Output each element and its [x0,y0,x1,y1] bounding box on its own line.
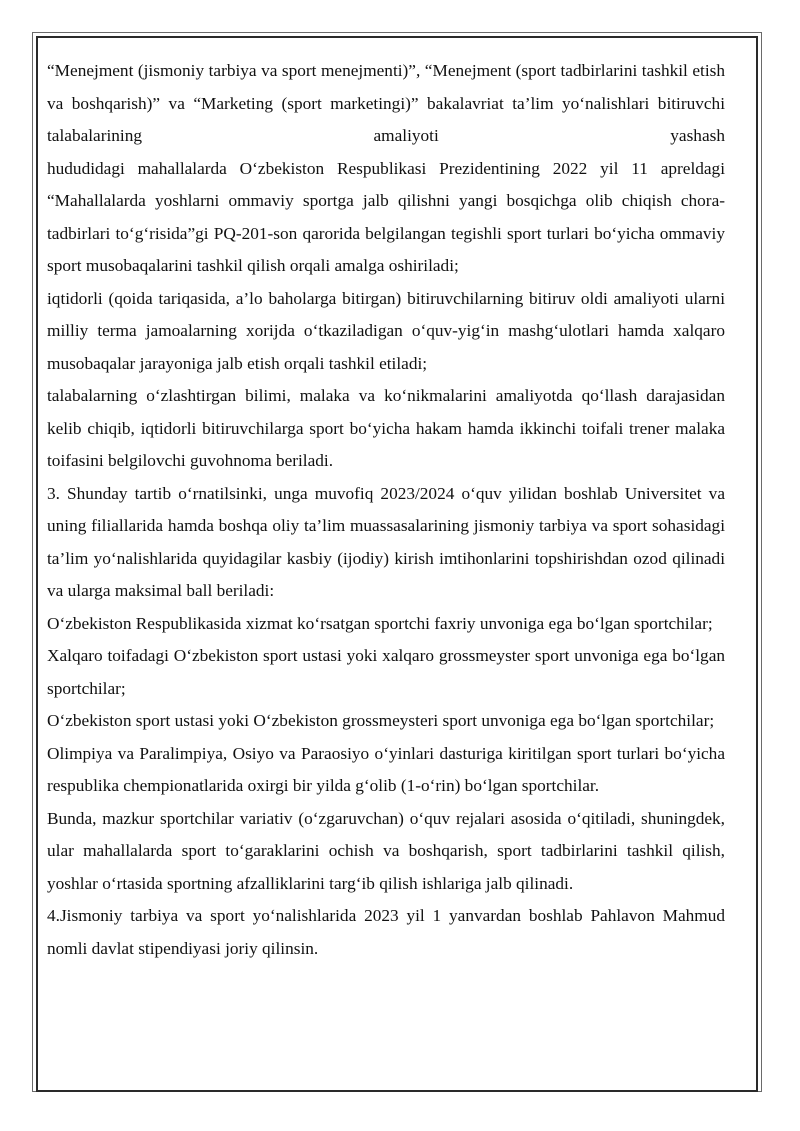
list-item-4: Olimpiya va Paralimpiya, Osiyo va Paraosiyo o‘yinlari dasturiga kiritilgan sport turlari bo‘yicha respublika chempionatlarida oxirgi bir yilda g‘olib (1-o‘rin) bo‘lgan sportchilar. [47,743,725,795]
paragraph-5: 3. Shunday tartib o‘rnatilsinki, unga muvofiq 2023/2024 o‘quv yilidan boshlab Universitet va uning filiallarida hamda boshqa oliy ta’lim muassasalarining jismoniy tarbiya va sport sohasidagi ta’lim yo‘nalishlarida quyidagilar kasbiy (ijodiy) kirish imtihonlarini topshirishdan ozod qilinadi va ularga maksimal ball beriladi: [47,483,725,600]
paragraph-3: iqtidorli (qoida tariqasida, a’lo baholarga bitirgan) bitiruvchilarning bitiruv oldi amaliyoti ularni milliy terma jamoalarning xorijda o‘tkaziladigan o‘quv-yig‘in mashg‘ulotlari hamda xalqaro musobaqalar jarayoniga jalb etish orqali tashkil etiladi; [47,288,725,373]
list-item-2: Xalqaro toifadagi O‘zbekiston sport ustasi yoki xalqaro grossmeyster sport unvoniga ega bo‘lgan sportchilar; [47,646,725,698]
paragraph-7: 4.Jismoniy tarbiya va sport yo‘nalishlarida 2023 yil 1 yanvardan boshlab Pahlavon Mahmud nomli davlat stipendiyasi joriy qilinsin. [47,906,725,958]
paragraph-4: talabalarning o‘zlashtirgan bilimi, malaka va ko‘nikmalarini amaliyotda qo‘llash darajasidan kelib chiqib, iqtidorli bitiruvchilarga sport bo‘yicha hakam hamda ikkinchi toifali trener malaka toifasini belgilovchi guvohnoma beriladi. [47,386,725,470]
list-item-3: O‘zbekiston sport ustasi yoki O‘zbekiston grossmeysteri sport unvoniga ega bo‘lgan sportchilar; [47,711,715,730]
paragraph-1: “Menejment (jismoniy tarbiya va sport menejmenti)”, “Menejment (sport tadbirlarini tashkil etish va boshqarish)” va “Marketing (sport marketingi)” bakalavriat ta’lim yo‘nalishlari bitiruvchi talabalarining amaliyoti yashash [47,61,725,145]
document-body [47,55,725,965]
paragraph-6: Bunda, mazkur sportchilar variativ (o‘zgaruvchan) o‘quv rejalari asosida o‘qitiladi, shuningdek, ular mahallalarda sport to‘garaklarini ochish va boshqarish, sport tadbirlarini tashkil qilish, yoshlar o‘rtasida sportning afzalliklarini targ‘ib qilish ishlariga jalb qilinadi. [47,808,725,893]
paragraph-2: hududidagi mahallalarda O‘zbekiston Respublikasi Prezidentining 2022 yil 11 apreldagi “Mahallalarda yoshlarni ommaviy sportga jalb qilishni yangi bosqichga olib chiqish chora-tadbirlari to‘g‘risida”gi PQ-201-son qarorida belgilangan tegishli sport turlari bo‘yicha ommaviy sport musobaqalarini tashkil qilish orqali amalga oshiriladi; [47,158,725,275]
list-item-1: O‘zbekiston Respublikasida xizmat ko‘rsatgan sportchi faxriy unvoniga ega bo‘lgan sportchilar; [47,613,713,633]
